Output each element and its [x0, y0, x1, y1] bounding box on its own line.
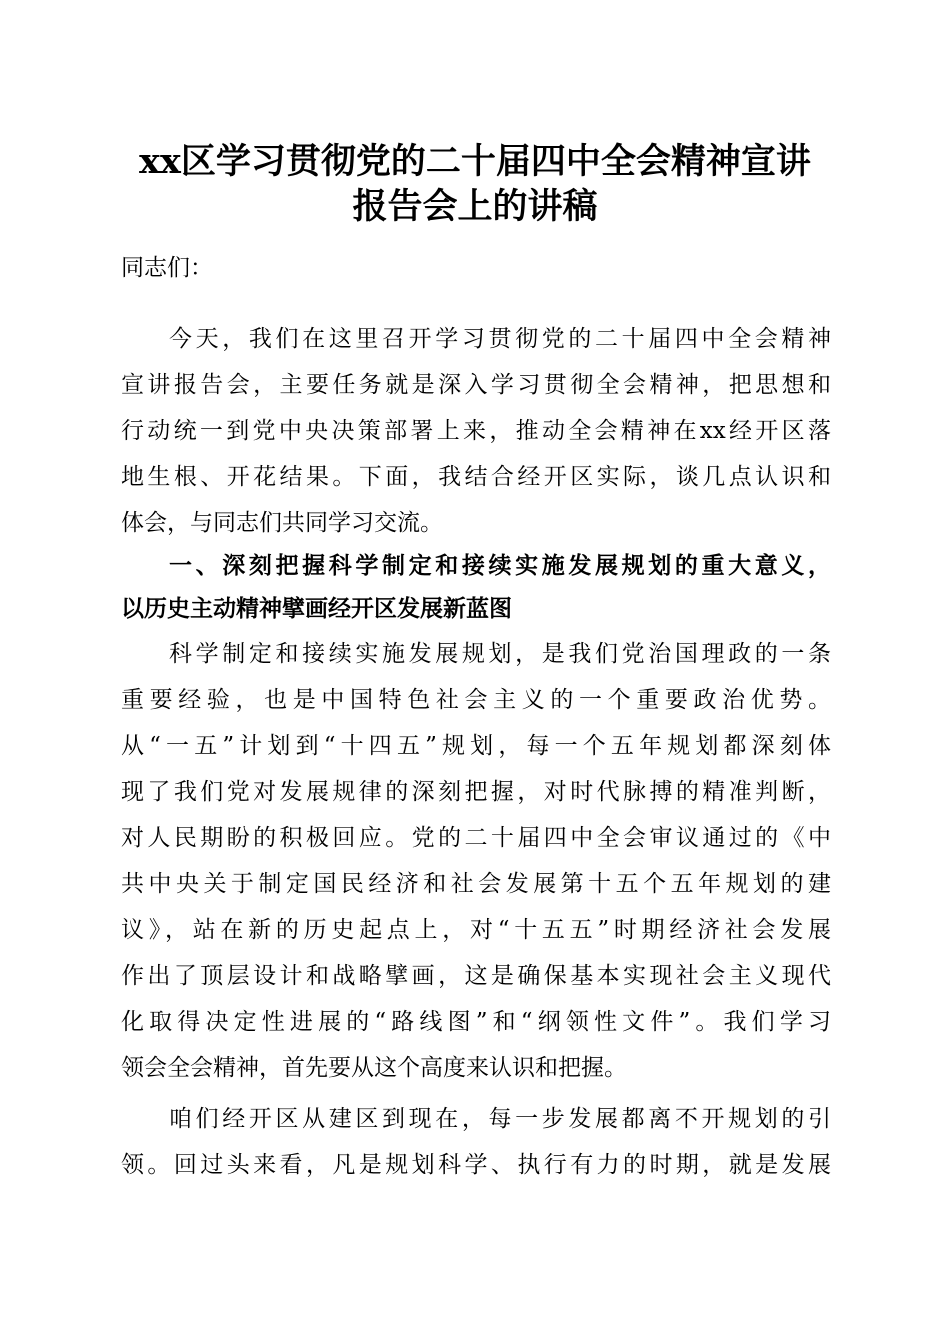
section-heading-line: 以历史主动精神擘画经开区发展新蓝图 [121, 596, 512, 622]
paragraph-line: 从“一五”计划到“十四五”规划，每一个五年规划都深刻体 [121, 733, 831, 759]
paragraph-line: 行动统一到党中央决策部署上来，推动全会精神在xx经开区落 [121, 418, 831, 444]
paragraph-line: 咱们经开区从建区到现在，每一步发展都离不开规划的引 [169, 1106, 831, 1132]
document-title-line-1: xx区学习贯彻党的二十届四中全会精神宣讲 [139, 141, 811, 182]
paragraph-line: 议》，站在新的历史起点上，对“十五五”时期经济社会发展 [121, 917, 831, 943]
paragraph-line: 领。回过头来看，凡是规划科学、执行有力的时期，就是发展 [121, 1152, 831, 1178]
paragraph-line: 对人民期盼的积极回应。党的二十届四中全会审议通过的《中 [121, 825, 831, 851]
document-title-line-2: 报告会上的讲稿 [352, 186, 598, 227]
paragraph-line: 重要经验，也是中国特色社会主义的一个重要政治优势。 [121, 687, 831, 713]
salutation: 同志们： [121, 255, 213, 281]
paragraph-line: 现了我们党对发展规律的深刻把握，对时代脉搏的精准判断， [121, 779, 831, 805]
paragraph-line: 化取得决定性进展的“路线图”和“纲领性文件”。我们学习 [121, 1009, 831, 1035]
paragraph-line: 科学制定和接续实施发展规划，是我们党治国理政的一条 [169, 641, 831, 667]
section-heading-line: 一、深刻把握科学制定和接续实施发展规划的重大意义， [169, 553, 831, 579]
paragraph-line: 地生根、开花结果。下面，我结合经开区实际，谈几点认识和 [121, 464, 831, 490]
paragraph-line: 体会，与同志们共同学习交流。 [121, 510, 443, 536]
paragraph-line: 共中央关于制定国民经济和社会发展第十五个五年规划的建 [121, 871, 831, 897]
paragraph-line: 宣讲报告会，主要任务就是深入学习贯彻全会精神，把思想和 [121, 372, 831, 398]
paragraph-line: 领会全会精神，首先要从这个高度来认识和把握。 [121, 1055, 627, 1081]
paragraph-line: 作出了顶层设计和战略擘画，这是确保基本实现社会主义现代 [121, 963, 831, 989]
paragraph-line: 今天，我们在这里召开学习贯彻党的二十届四中全会精神 [169, 326, 831, 352]
